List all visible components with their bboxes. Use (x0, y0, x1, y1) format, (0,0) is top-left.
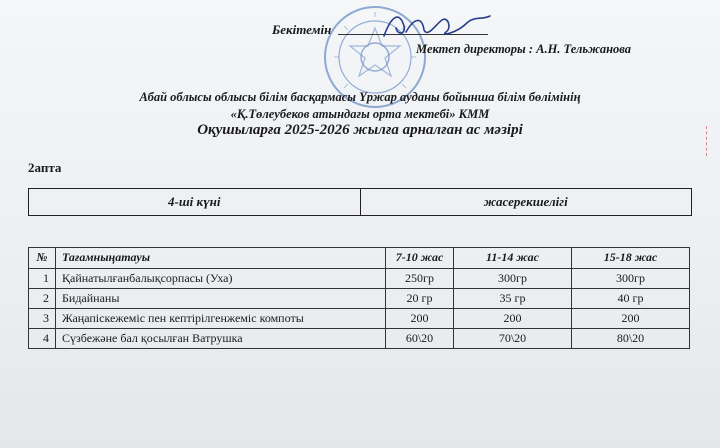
header-dish-name: Тағамныңатауы (56, 248, 386, 269)
day-header-box (28, 188, 692, 216)
table-row (29, 309, 690, 329)
portion-11-14: 200 (454, 309, 572, 329)
organization-line-1: Абай облысы облысы білім басқармасы Үржар ауданы бойынша білім бөлімінің (139, 90, 581, 104)
dish-name: Қайнатылғанбалықсорпасы (Уха) (56, 269, 386, 289)
table-header-row (29, 248, 690, 269)
portion-11-14: 70\20 (454, 329, 572, 349)
menu-table (28, 247, 690, 349)
portion-15-18: 80\20 (572, 329, 690, 349)
table-row (29, 269, 690, 289)
portion-11-14: 35 гр (454, 289, 572, 309)
day-name: 4-ші күні (29, 189, 361, 215)
row-number: 4 (29, 329, 56, 349)
dish-name: Жаңапіскежеміс пен кептірілгенжеміс компоты (56, 309, 386, 329)
handwritten-signature-icon (378, 6, 498, 46)
header-age-7-10: 7-10 жас (386, 248, 454, 269)
week-label: 2апта (28, 160, 62, 175)
header-number: № (29, 248, 56, 269)
dish-name: Бидайнаны (56, 289, 386, 309)
portion-7-10: 200 (386, 309, 454, 329)
page-title: Оқушыларға 2025-2026 жылға арналған ас мәзірі (197, 122, 523, 138)
portion-7-10: 60\20 (386, 329, 454, 349)
approve-label: Бекітемін (272, 22, 332, 37)
day-weekday: жасерекшелігі (483, 194, 568, 209)
table-row (29, 289, 690, 309)
portion-7-10: 250гр (386, 269, 454, 289)
portion-11-14: 300гр (454, 269, 572, 289)
portion-7-10: 20 гр (386, 289, 454, 309)
table-row (29, 329, 690, 349)
row-number: 2 (29, 289, 56, 309)
row-number: 3 (29, 309, 56, 329)
portion-15-18: 40 гр (572, 289, 690, 309)
row-number: 1 (29, 269, 56, 289)
director-name: Мектеп директоры : А.Н. Тельжанова (416, 42, 632, 56)
portion-15-18: 300гр (572, 269, 690, 289)
organization-line-2: «Қ.Төлеубеков атындағы орта мектебі» КММ (230, 107, 490, 121)
portion-15-18: 200 (572, 309, 690, 329)
header-age-15-18: 15-18 жас (572, 248, 690, 269)
header-age-11-14: 11-14 жас (454, 248, 572, 269)
margin-mark (706, 126, 720, 156)
dish-name: Сүзбежәне бал қосылған Ватрушка (56, 329, 386, 349)
